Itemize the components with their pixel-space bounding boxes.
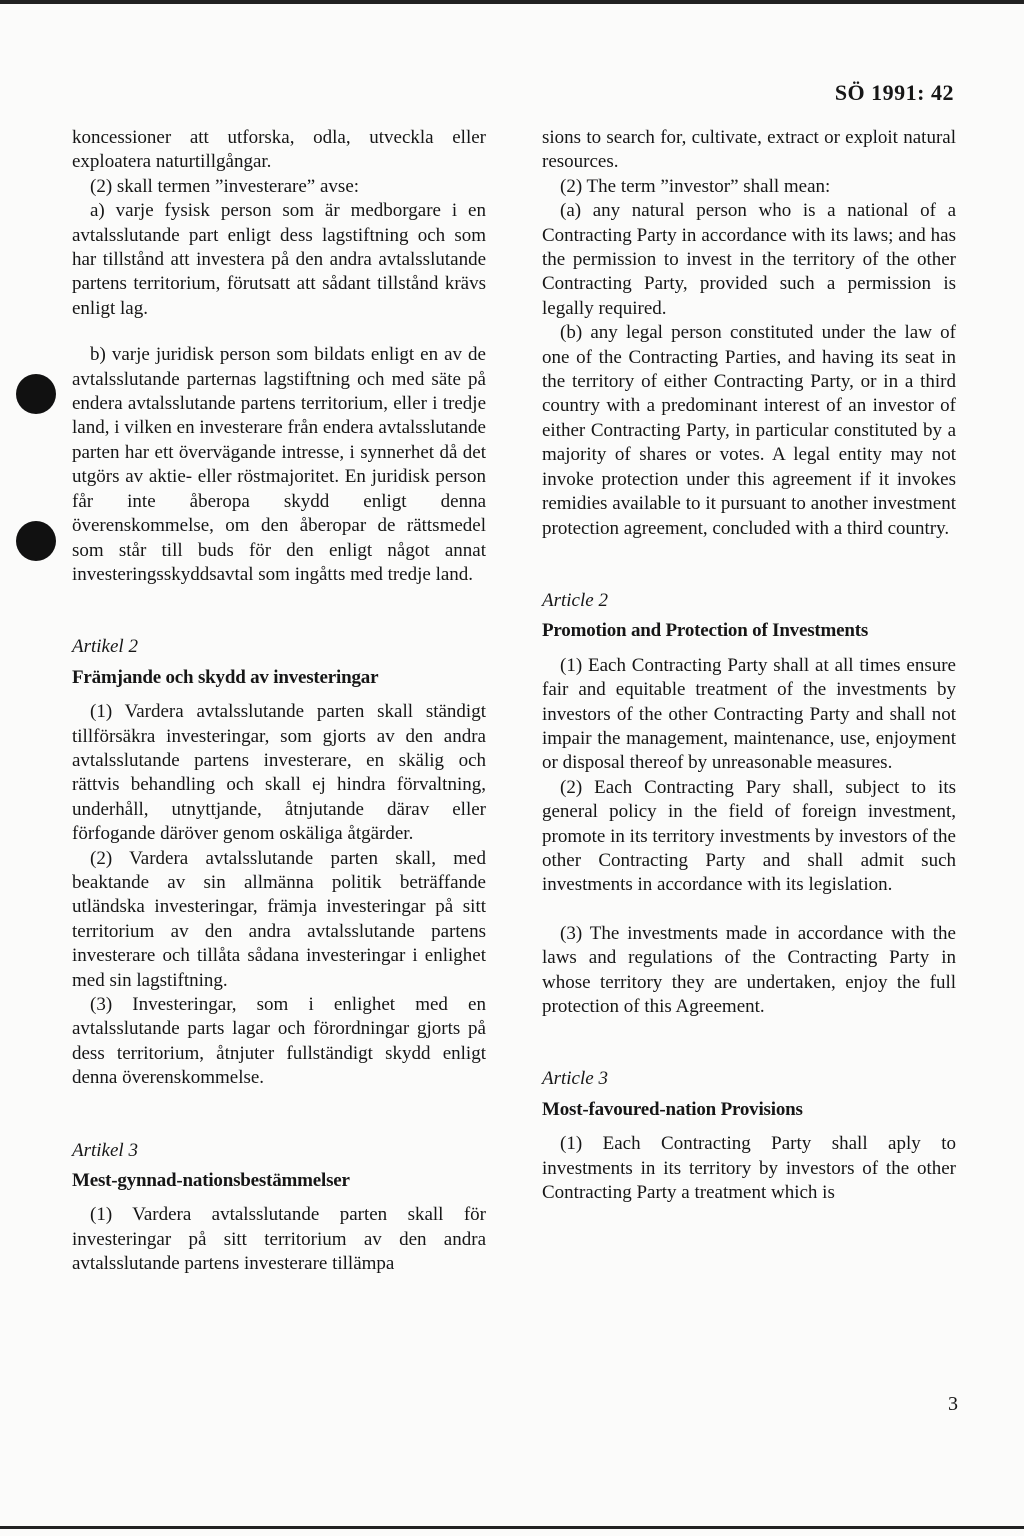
article-title: Promotion and Protection of Investments — [542, 620, 869, 642]
paragraph: (2) Vardera avtalsslutande parten skall, med beaktande av sin allmänna politik beträffande utländska investeringar, främja investeringar på sitt territorium av den andra avtalsslutande partens investerare och tillåta sådana investeringar i enlighet med sin lagstiftning. — [72, 847, 486, 991]
article-label: Article 2 — [542, 589, 608, 611]
top-border-line — [0, 0, 1024, 4]
paragraph: (3) The investments made in accordance with the laws and regulations of the Contracting Party in whose territory they are undertaken, enjoy the full protection of this Agreement. — [542, 922, 956, 1017]
paragraph: (1) Each Contracting Party shall at all times ensure fair and equitable treatment of the investments by investors of the other Contracting Party and shall not impair the management, maintenance, use, enjoyment or disposal thereof by unreasonable measures. — [542, 654, 956, 774]
article-label: Article 3 — [542, 1068, 608, 1090]
article-title: Främjande och skydd av investeringar — [72, 666, 379, 688]
article-label: Artikel 2 — [72, 636, 138, 658]
paragraph: (b) any legal person constituted under the law of one of the Contracting Parties, and having its seat in the territory of either Contracting Party, or in a third country with a predominant interest of an investor of either Contracting Party, in particular constituted by a majority of shares or votes. A legal entity may not invoke protection under this agreement if it invokes remidies available to it pursuant to another investment protection agreement, concluded with a third country. — [542, 322, 956, 539]
punch-hole-icon — [16, 521, 56, 561]
paragraph: koncessioner att utforska, odla, utveckla eller exploatera naturtillgångar. — [72, 127, 486, 173]
paragraph: b) varje juridisk person som bildats enligt en av de avtalsslutande parternas lagstiftning och med säte på endera avtalsslutande partens territorium, eller i tredje land, i vilken en investerare från endera avtalsslutande parten har ett övervägande intresse, i synnerhet då det utgörs av aktie- eller röstmajoritet. En juridisk person får inte åberopa skydd enligt denna överenskommelse, om den åberopar de rättsmedel som står till buds för den enligt något annat investeringsskyddsavtal som ingåtts med tredje land. — [72, 344, 486, 585]
paragraph: (2) Each Contracting Pary shall, subject to its general policy in the field of foreign investment, promote in its territory investments by investors of the other Contracting Party and shall admit such investments in accordance with its legislation. — [542, 776, 956, 896]
punch-hole-icon — [16, 374, 56, 414]
article-title: Mest-gynnad-nationsbestämmelser — [72, 1170, 350, 1192]
paragraph: (a) any natural person who is a national of a Contracting Party in accordance with its laws; and has the permission to invest in the territory of the other Contracting Party, provided such a permission is legally required. — [542, 200, 956, 319]
paragraph: (1) Each Contracting Party shall aply to investments in its territory by investors of the other Contracting Party a treatment which is — [542, 1133, 956, 1204]
paragraph: a) varje fysisk person som är medborgare i en avtalsslutande part enligt dess lagstiftning och som har tillstånd att investera på den andra avtalsslutande partens territorium, förutsatt att sådant tillstånd krävs enligt lag. — [72, 200, 486, 319]
paragraph: sions to search for, cultivate, extract or exploit natural resources. — [542, 127, 956, 173]
paragraph: (1) Vardera avtalsslutande parten skall för investeringar på sitt territorium av den andra avtalsslutande partens investerare tillämpa — [72, 1204, 486, 1275]
paragraph: (1) Vardera avtalsslutande parten skall ständigt tillförsäkra investeringar, som gjorts av den andra avtalsslutande partens investerare, en skälig och rättvis behandling och skall ej hindra förvaltning, underhåll, utnyttjande, åtnjutande därav eller förfogande däröver genom oskäliga åtgärder. — [72, 701, 486, 845]
article-title: Most-favoured-nation Provisions — [542, 1098, 803, 1120]
bottom-border-line — [0, 1526, 1024, 1529]
paragraph: (2) skall termen ”investerare” avse: — [90, 175, 360, 197]
document-id: SÖ 1991: 42 — [834, 80, 954, 105]
paragraph: (2) The term ”investor” shall mean: — [560, 175, 831, 197]
article-label: Artikel 3 — [72, 1139, 138, 1161]
swedish-column — [72, 126, 486, 1277]
paragraph: (3) Investeringar, som i enlighet med en avtalsslutande parts lagar och förordningar gjorts på dess territorium, åtnjuter fullständigt skydd enligt denna överenskommelse. — [72, 994, 486, 1089]
page-number: 3 — [948, 1393, 958, 1415]
english-column — [542, 126, 956, 1205]
